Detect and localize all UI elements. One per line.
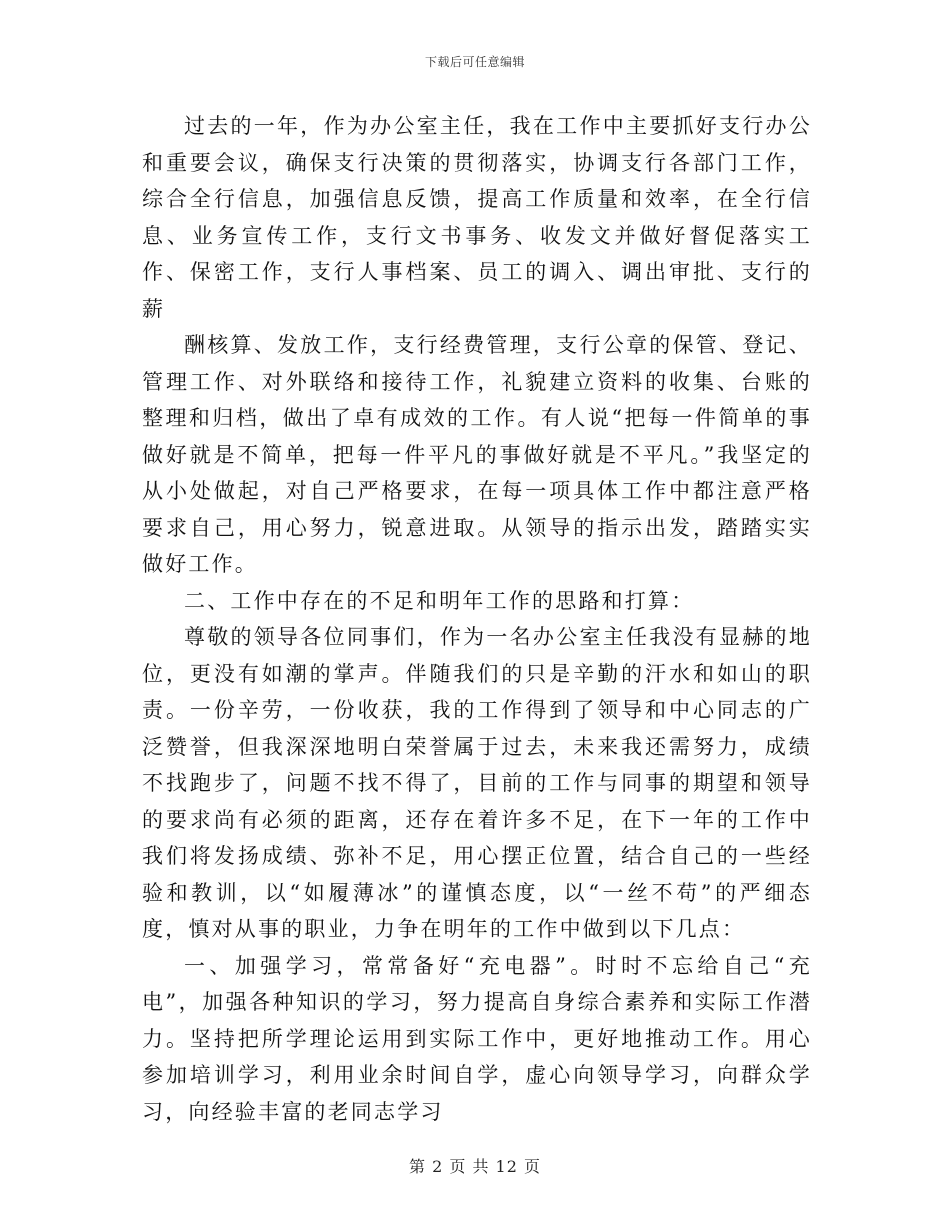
paragraph-4: 尊敬的领导各位同事们，作为一名办公室主任我没有显赫的地位，更没有如潮的掌声。伴随我们的只是辛勤的汗水和如山的职责。一份辛劳，一份收获，我的工作得到了领导和中心同志的广泛赞誉，但我深深地明白荣誉属于过去，未来我还需努力，成绩不找跑步了，问题不找不得了，目前的工作与同事的期望和领导的要求尚有必须的距离，还存在着许多不足，在下一年的工作中我们将发扬成绩、弥补不足，用心摆正位置，结合自己的一些经验和教训，以“如履薄冰”的谨慎态度，以“一丝不苟”的严细态度，慎对从事的职业，力争在明年的工作中做到以下几点： bbox=[142, 625, 812, 941]
paragraph-1: 过去的一年，作为办公室主任，我在工作中主要抓好支行办公和重要会议，确保支行决策的贯彻落实，协调支行各部门工作，综合全行信息，加强信息反馈，提高工作质量和效率，在全行信息、业务宣传工作，支行文书事务、收发文并做好督促落实工作、保密工作，支行人事档案、员工的调入、调出审批、支行的薪 bbox=[142, 114, 812, 321]
paragraph-2: 酬核算、发放工作，支行经费管理，支行公章的保管、登记、管理工作、对外联络和接待工作，礼貌建立资料的收集、台账的整理和归档，做出了卓有成效的工作。有人说“把每一件简单的事做好就是不简单，把每一件平凡的事做好就是不平凡。”我坚定的从小处做起，对自己严格要求，在每一项具体工作中都注意严格要求自己，用心努力，锐意进取。从领导的指示出发，踏踏实实做好工作。 bbox=[142, 333, 812, 576]
page-header-note: 下载后可任意编辑 bbox=[424, 55, 525, 69]
page-number: 第 2 页 共 12 页 bbox=[409, 1157, 541, 1176]
document-body bbox=[142, 108, 812, 1130]
paragraph-5: 一、加强学习，常常备好“充电器”。时时不忘给自己“充电”，加强各种知识的学习，努力提高自身综合素养和实际工作潜力。坚持把所学理论运用到实际工作中，更好地推动工作。用心参加培训学习，利用业余时间自学，虚心向领导学习，向群众学习，向经验丰富的老同志学习 bbox=[142, 953, 812, 1124]
paragraph-3-heading: 二、工作中存在的不足和明年工作的思路和打算： bbox=[184, 588, 695, 613]
